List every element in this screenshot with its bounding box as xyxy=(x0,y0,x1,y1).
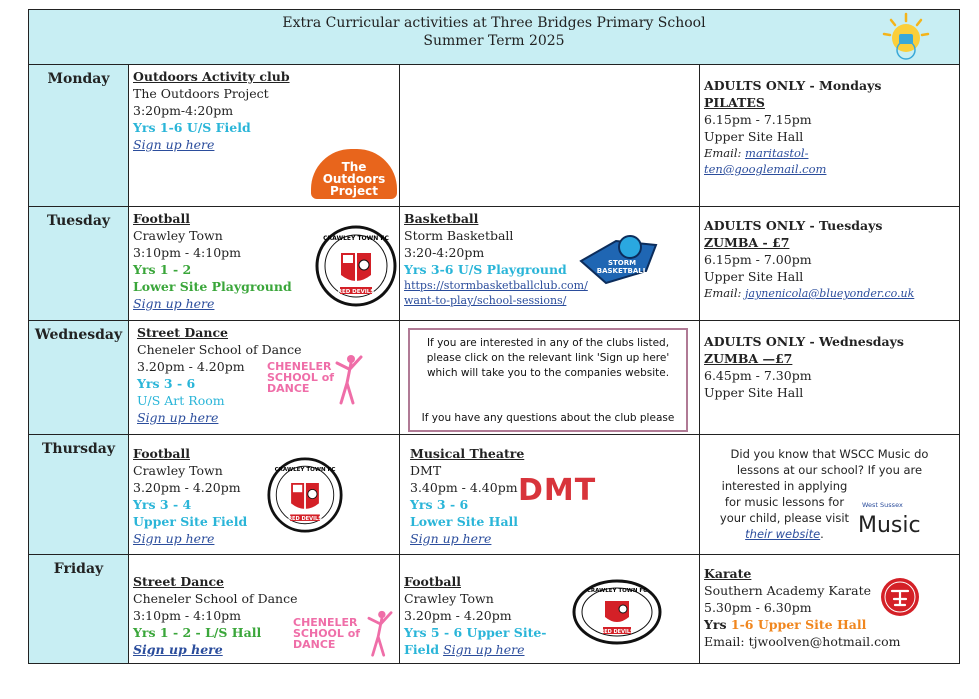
activity-time: 3:10pm - 4:10pm xyxy=(133,608,242,623)
signup-link[interactable]: Sign up here xyxy=(137,410,219,425)
wednesday-activity-3 xyxy=(700,321,959,434)
activity-time: 3.20pm - 4.20pm xyxy=(137,359,245,374)
friday-activity-3 xyxy=(700,555,959,663)
info-notice-box xyxy=(408,328,688,432)
row-tuesday xyxy=(29,207,959,321)
activity-time: 3:10pm - 4:10pm xyxy=(133,245,242,260)
activity-title: Street Dance xyxy=(137,325,229,340)
crest-bottom-text: RED DEVILS xyxy=(337,289,375,295)
activity-time: 3:20-4:20pm xyxy=(404,245,485,260)
music-line: your child, please visit xyxy=(719,511,850,525)
signup-link[interactable]: Sign up here xyxy=(133,137,215,152)
day-label: Thursday xyxy=(29,435,129,554)
activity-org: Crawley Town xyxy=(404,591,494,606)
crest-top-text: CRAWLEY TOWN FC xyxy=(586,588,648,594)
activity-place: Upper Site Hall xyxy=(704,269,804,284)
activity-years: Yrs 3 - 6 xyxy=(137,376,196,391)
karate-logo-icon xyxy=(880,577,920,617)
activity-title: PILATES xyxy=(704,95,765,110)
email-label: Email: xyxy=(704,286,746,300)
activity-years: Yrs 5 - 6 Upper Site- xyxy=(404,625,547,640)
day-label: Friday xyxy=(29,555,129,663)
signup-link[interactable]: Sign up here xyxy=(443,642,525,657)
crawley-town-crest-icon xyxy=(315,225,397,307)
activity-title: Football xyxy=(133,211,190,226)
email-link-cont[interactable]: ten@googlemail.com xyxy=(704,162,827,176)
activity-time: 6.15pm - 7.00pm xyxy=(704,252,812,267)
activity-years: Yrs 1 - 2 - L/S Hall xyxy=(133,625,262,640)
storm-basketball-logo-icon xyxy=(576,231,662,293)
music-logo-small: West Sussex xyxy=(862,501,903,509)
signup-link[interactable]: Sign up here xyxy=(133,296,215,311)
cheneler-logo-text: CHENELER SCHOOL of DANCE xyxy=(267,360,335,395)
music-website-link[interactable]: their website xyxy=(745,527,821,541)
signup-url[interactable]: https://stormbasketballclub.com/ xyxy=(404,279,588,292)
crest-top-text: CRAWLEY TOWN FC xyxy=(274,466,336,473)
monday-activity-1 xyxy=(129,65,400,206)
thursday-activity-1 xyxy=(129,435,400,554)
music-logo-big: Music xyxy=(858,513,921,538)
email-line xyxy=(704,285,955,302)
storm-logo-text: STORM BASKETBALL xyxy=(596,259,648,275)
signup-link[interactable]: Sign up here xyxy=(133,531,215,546)
cheneler-logo-text: CHENELER SCHOOL of DANCE xyxy=(293,616,361,651)
sheet-header xyxy=(29,10,959,65)
day-label: Monday xyxy=(29,65,129,206)
wednesday-activity-1 xyxy=(129,321,400,434)
activity-years: Yrs 1 - 2 xyxy=(133,262,192,277)
signup-link[interactable]: Sign up here xyxy=(410,531,492,546)
west-sussex-music-logo-icon xyxy=(858,497,938,538)
monday-activity-2 xyxy=(400,65,700,206)
dancer-icon xyxy=(335,353,363,405)
music-line: interested in applying xyxy=(721,479,848,493)
signup-url-cont[interactable]: want-to-play/school-sessions/ xyxy=(404,294,567,307)
activity-place: Upper Site Field xyxy=(133,514,248,529)
email-line xyxy=(704,145,955,161)
activity-title: Street Dance xyxy=(133,574,225,589)
activity-place: Upper Site Hall xyxy=(704,385,804,400)
activity-email[interactable]: Email: tjwoolven@hotmail.com xyxy=(704,634,901,649)
activity-place: Lower Site Playground xyxy=(133,279,292,294)
music-line: Did you know that WSCC Music do xyxy=(730,447,929,461)
day-label: Wednesday xyxy=(29,321,129,434)
signup-link[interactable]: Sign up here xyxy=(133,642,223,657)
adult-heading: ADULTS ONLY - Wednesdays xyxy=(704,334,904,349)
crawley-town-crest-icon xyxy=(267,457,343,533)
outdoors-logo-text: The Outdoors Project xyxy=(322,160,386,198)
tuesday-activity-1 xyxy=(129,207,400,320)
day-label: Tuesday xyxy=(29,207,129,320)
email-label: Email: xyxy=(704,146,746,160)
activity-years: Yrs 3 - 6 xyxy=(410,497,469,512)
activity-time: 3.40pm - 4.40pm xyxy=(410,480,518,495)
page-subtitle: Summer Term 2025 xyxy=(423,33,565,49)
row-wednesday xyxy=(29,321,959,435)
activity-place: Upper Site Hall xyxy=(704,129,804,144)
activity-time: 3.20pm - 4.20pm xyxy=(404,608,512,623)
activity-org: Southern Academy Karate xyxy=(704,583,872,598)
activity-title: ZUMBA - £7 xyxy=(704,235,790,250)
activity-place: U/S Art Room xyxy=(137,393,225,408)
music-line: lessons at our school? If you are xyxy=(736,463,923,477)
dancer-icon xyxy=(367,609,393,657)
notice-line: If you have any questions about the club please xyxy=(421,412,675,424)
music-line: for music lessons for xyxy=(724,495,845,509)
crest-bottom-text: RED DEVILS xyxy=(288,516,322,523)
crawley-town-crest-icon xyxy=(572,579,662,645)
activity-title: Football xyxy=(133,446,190,461)
activity-place: Lower Site Hall xyxy=(410,514,519,529)
notice-line: please click on the relevant link 'Sign up here' xyxy=(426,352,670,364)
row-thursday xyxy=(29,435,959,555)
activity-time: 6.15pm - 7.15pm xyxy=(704,112,812,127)
notice-line: which will take you to the companies website. xyxy=(426,367,670,379)
dmt-logo-icon: DMT xyxy=(518,473,597,508)
activity-time: 3.20pm - 4.20pm xyxy=(133,480,241,495)
activity-time: 5.30pm - 6.30pm xyxy=(704,600,812,615)
wednesday-info xyxy=(400,321,700,434)
activity-years-cont: Field xyxy=(404,642,440,657)
outdoors-project-logo-icon xyxy=(311,149,397,199)
activity-org: Crawley Town xyxy=(133,463,223,478)
activity-org: Cheneler School of Dance xyxy=(133,591,298,606)
adult-heading: ADULTS ONLY - Mondays xyxy=(704,78,882,93)
activity-years: Yrs 1-6 U/S Field xyxy=(133,120,251,135)
activity-title: Basketball xyxy=(404,211,479,226)
activity-years: 1-6 Upper Site Hall xyxy=(730,617,867,632)
activity-org: Storm Basketball xyxy=(404,228,514,243)
friday-activity-2 xyxy=(400,555,700,663)
activity-time: 6.45pm - 7.30pm xyxy=(704,368,812,383)
activity-years: Yrs 3 - 4 xyxy=(133,497,192,512)
activity-title: Karate xyxy=(704,566,752,581)
crest-top-text: CRAWLEY TOWN FC xyxy=(323,235,389,242)
crest-bottom-text: RED DEVILS xyxy=(600,629,634,635)
music-promo: Did you know that WSCC Music do lessons at our school? If you are interested in applying for music lessons for your child, please visit their website. xyxy=(704,438,955,542)
activity-title: Outdoors Activity club xyxy=(133,69,290,84)
tuesday-activity-3 xyxy=(700,207,959,320)
activity-org: Cheneler School of Dance xyxy=(137,342,302,357)
activity-title: Football xyxy=(404,574,461,589)
activity-org: Crawley Town xyxy=(133,228,223,243)
row-friday xyxy=(29,555,959,663)
thursday-music-info xyxy=(700,435,959,554)
friday-activity-1 xyxy=(129,555,400,663)
monday-activity-3 xyxy=(700,65,959,206)
activity-time: 3:20pm-4:20pm xyxy=(133,103,234,118)
activity-title: ZUMBA —£7 xyxy=(704,351,793,366)
activity-years: Yrs 3-6 U/S Playground xyxy=(404,262,567,277)
email-link[interactable]: jaynenicola@blueyonder.co.uk xyxy=(745,287,915,300)
activity-years-prefix: Yrs xyxy=(704,617,731,632)
adult-heading: ADULTS ONLY - Tuesdays xyxy=(704,218,883,233)
tuesday-activity-2 xyxy=(400,207,700,320)
notice-line: If you are interested in any of the clubs listed, xyxy=(426,337,670,349)
page-title: Extra Curricular activities at Three Bridges Primary School xyxy=(282,15,706,31)
thursday-activity-2 xyxy=(400,435,700,554)
activity-org: The Outdoors Project xyxy=(133,86,269,101)
activities-sheet xyxy=(28,9,960,664)
activity-org: DMT xyxy=(410,463,442,478)
email-link[interactable]: maritastol- xyxy=(745,146,809,160)
row-monday xyxy=(29,65,959,207)
activity-title: Musical Theatre xyxy=(410,446,525,461)
school-sun-logo-icon xyxy=(881,12,931,62)
